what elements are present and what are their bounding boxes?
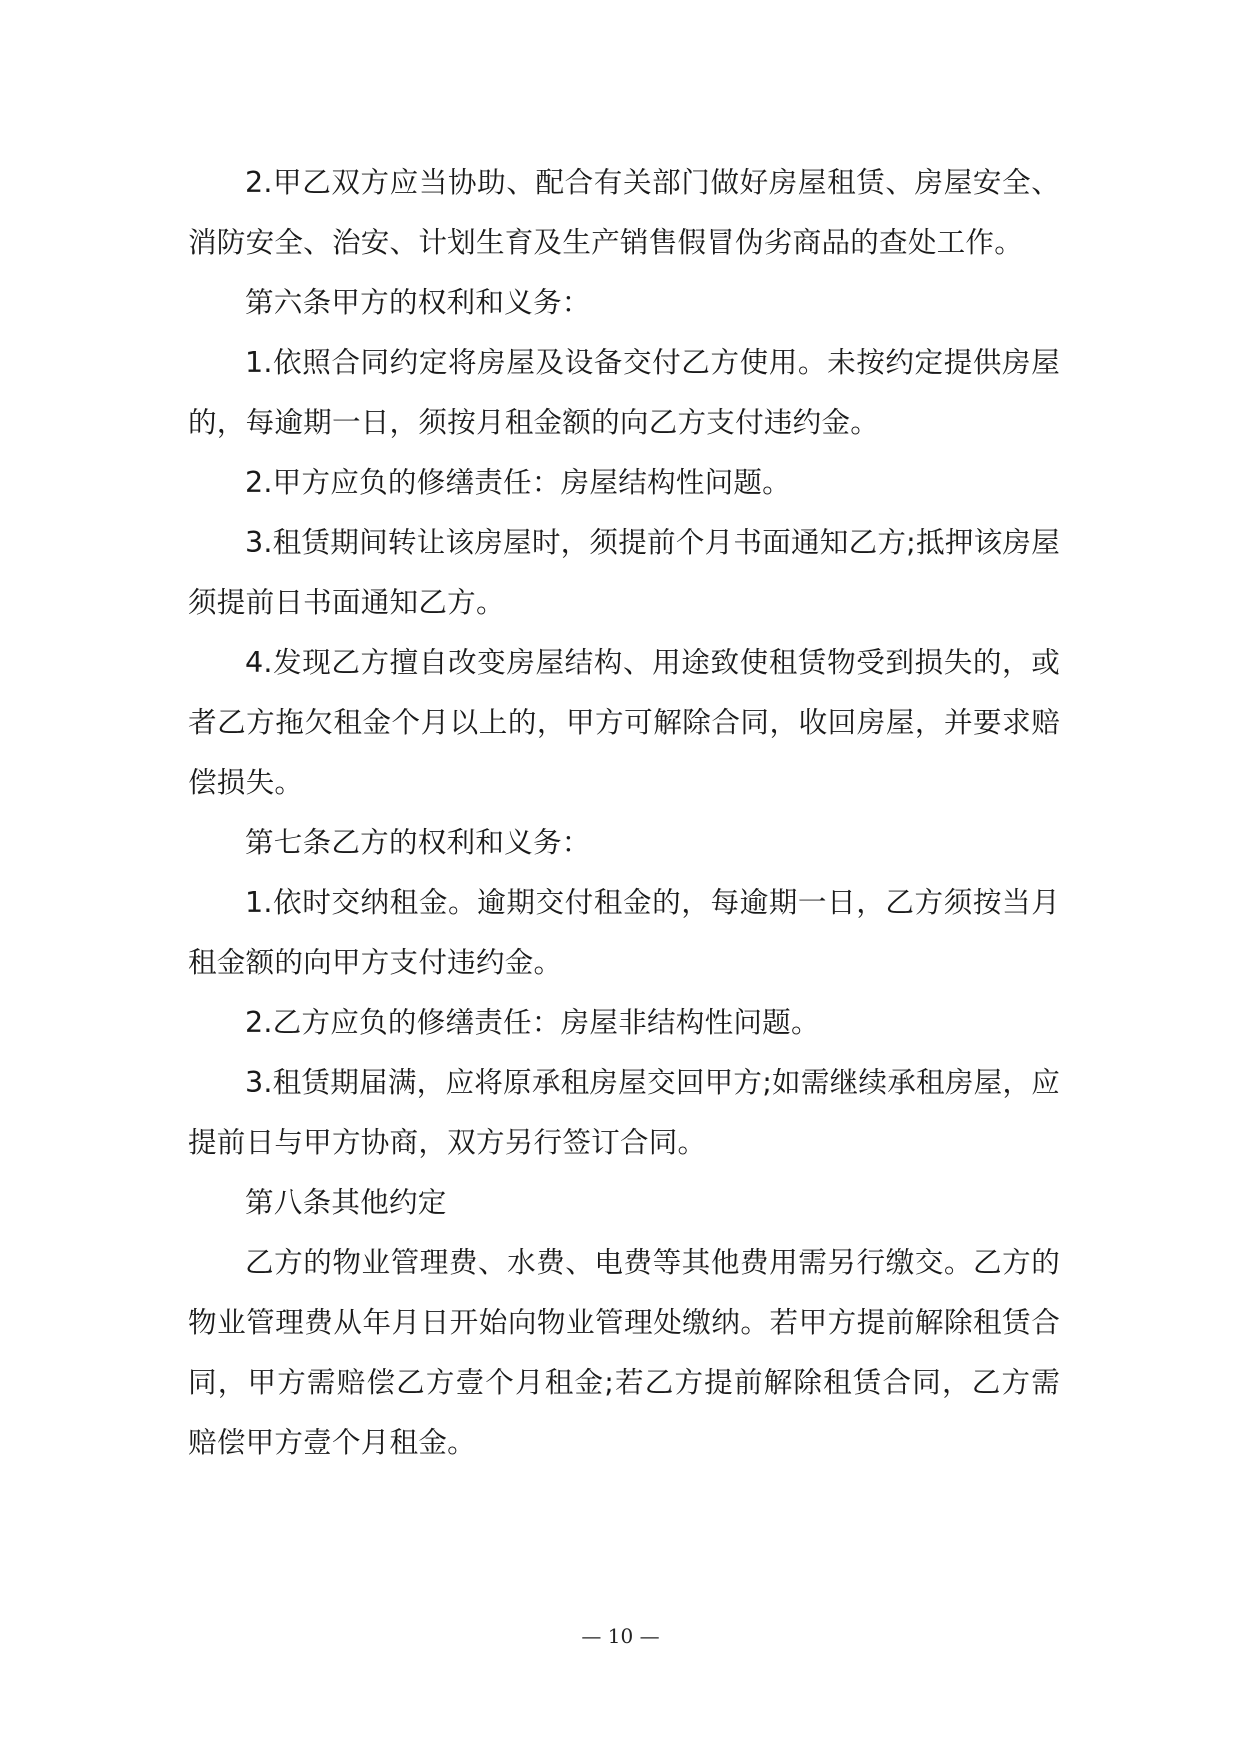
paragraph-article-6-item-1: 1.依照合同约定将房屋及设备交付乙方使用。未按约定提供房屋的，每逾期一日，须按月租金额的向乙方支付违约金。 <box>188 345 1060 439</box>
document-body <box>188 152 1060 1472</box>
paragraph-cooperation-duty: 2.甲乙双方应当协助、配合有关部门做好房屋租赁、房屋安全、消防安全、治安、计划生育及生产销售假冒伪劣商品的查处工作。 <box>188 165 1060 259</box>
paragraph-article-6-item-4: 4.发现乙方擅自改变房屋结构、用途致使租赁物受到损失的，或者乙方拖欠租金个月以上的，甲方可解除合同，收回房屋，并要求赔偿损失。 <box>188 645 1060 799</box>
paragraph-article-8-body: 乙方的物业管理费、水费、电费等其他费用需另行缴交。乙方的物业管理费从年月日开始向物业管理处缴纳。若甲方提前解除租赁合同，甲方需赔偿乙方壹个月租金;若乙方提前解除租赁合同，乙方需赔偿甲方壹个月租金。 <box>188 1245 1060 1459</box>
heading-article-8: 第八条其他约定 <box>245 1185 447 1219</box>
page-number: — 10 — <box>581 1624 660 1648</box>
paragraph-article-6-item-2: 2.甲方应负的修缮责任：房屋结构性问题。 <box>245 465 791 499</box>
heading-article-6: 第六条甲方的权利和义务： <box>245 285 591 319</box>
heading-article-7: 第七条乙方的权利和义务： <box>245 825 591 859</box>
paragraph-article-7-item-2: 2.乙方应负的修缮责任：房屋非结构性问题。 <box>245 1005 820 1039</box>
paragraph-article-6-item-3: 3.租赁期间转让该房屋时，须提前个月书面通知乙方;抵押该房屋须提前日书面通知乙方。 <box>188 525 1060 619</box>
paragraph-article-7-item-3: 3.租赁期届满，应将原承租房屋交回甲方;如需继续承租房屋，应提前日与甲方协商，双方另行签订合同。 <box>188 1065 1060 1159</box>
paragraph-article-7-item-1: 1.依时交纳租金。逾期交付租金的，每逾期一日，乙方须按当月租金额的向甲方支付违约金。 <box>188 885 1060 979</box>
